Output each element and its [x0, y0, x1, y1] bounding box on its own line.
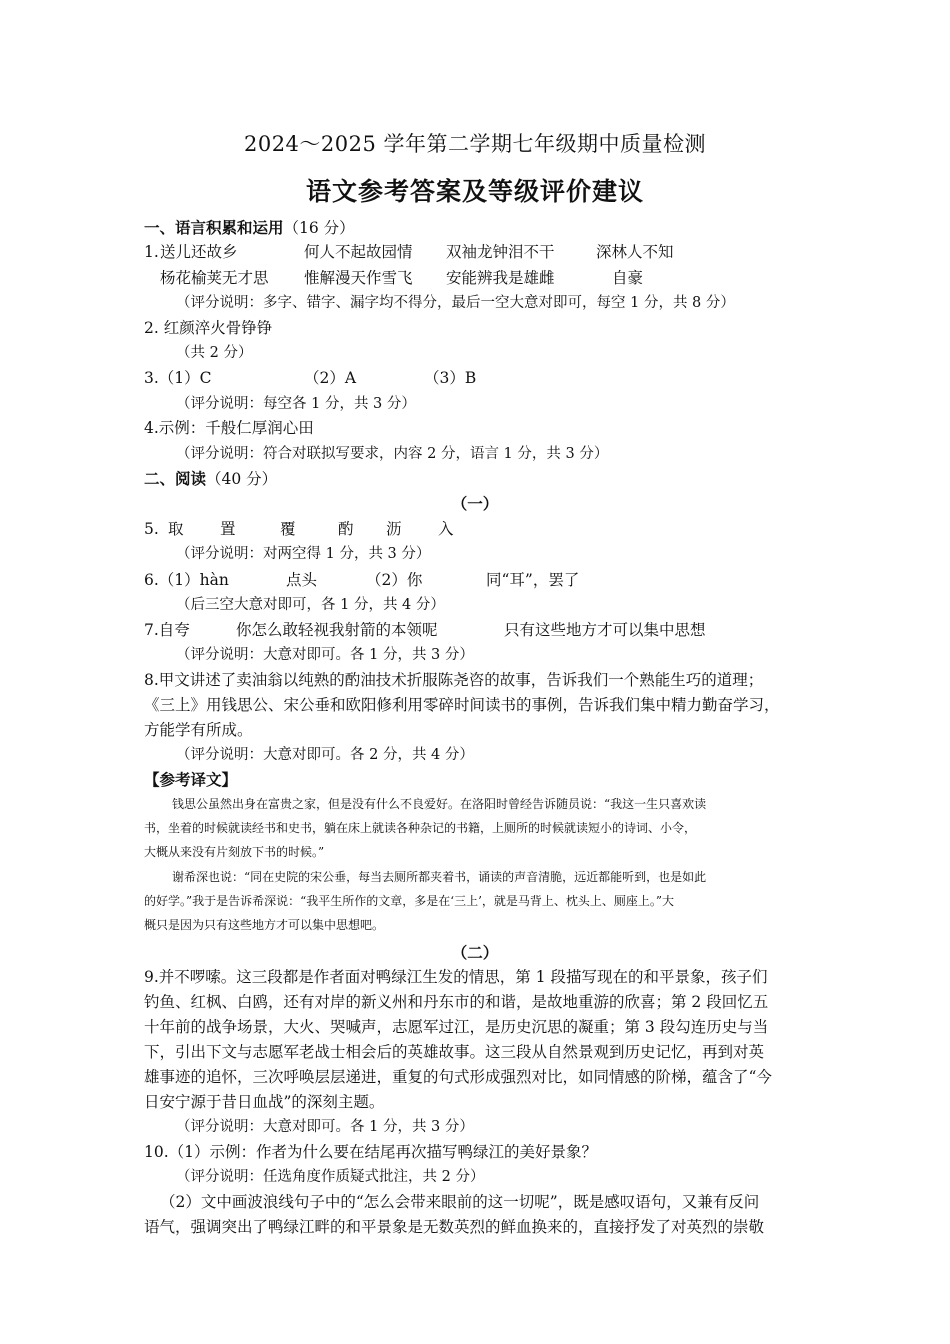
q9-answer-line: 钓鱼、红枫、白鸥，还有对岸的新义州和丹东市的和谐，是故地重游的欣喜；第 2 段回忆五	[144, 993, 769, 1011]
page-subtitle: 语文参考答案及等级评价建议	[305, 177, 644, 206]
q1-answer: 何人不起故园情	[304, 243, 413, 261]
q6-answer: （2）你	[366, 571, 423, 589]
q1-answer: 深林人不知	[596, 243, 674, 261]
q9-answer-line: 雄事迹的追怀，三次呼唤层层递进，重复的句式形成强烈对比，如同情感的阶梯，蕴含了“今	[144, 1068, 772, 1086]
q10-part2-answer-line: 语气，强调突出了鸭绿江畔的和平景象是无数英烈的鲜血换来的，直接抒发了对英烈的崇敬	[144, 1218, 765, 1236]
translation-line: 概只是因为只有这些地方才可以集中思想吧。	[144, 918, 385, 932]
q6-scoring-note: （后三空大意对即可，各 1 分，共 4 分）	[176, 597, 445, 613]
q5-number: 5.	[144, 520, 159, 538]
q10-part2-answer-line: （2）文中画波浪线句子中的“怎么会带来眼前的这一切呢”，既是感叹语句，又兼有反问	[160, 1193, 760, 1211]
q4-answer: 4.示例：千般仁厚润心田	[144, 419, 314, 437]
q1-answer: 杨花榆荚无才思	[160, 269, 269, 287]
q5-scoring-note: （评分说明：对两空得 1 分，共 3 分）	[176, 546, 431, 562]
q5-answer: 覆	[280, 520, 296, 538]
q5-answer: 置	[220, 520, 236, 538]
q7-answer: 7.自夸	[144, 621, 190, 639]
q2-scoring-note: （共 2 分）	[176, 345, 253, 361]
q9-answer-line: 下，引出下文与志愿军老战士相会后的英雄故事。这三段从自然景观到历史记忆，再到对英	[144, 1043, 765, 1061]
q9-scoring-note: （评分说明：大意对即可。各 1 分，共 3 分）	[176, 1119, 474, 1135]
q8-answer-line: 《三上》用钱思公、宋公垂和欧阳修利用零碎时间读书的事例，告诉我们集中精力勤奋学习，	[144, 696, 780, 714]
q1-number: 1.	[144, 243, 159, 261]
translation-line: 的好学。”我于是告诉希深说：“我平生所作的文章，多是在‘三上’，就是马背上、枕头上、厕座上。”大	[144, 894, 675, 908]
page-title: 2024～2025 学年第二学期七年级期中质量检测	[243, 132, 707, 156]
q1-answer: 自豪	[612, 269, 644, 287]
q6-answer: 同“耳”，罢了	[486, 571, 580, 589]
q7-answer: 你怎么敢轻视我射箭的本领呢	[236, 621, 438, 639]
section-1-label: 一、语言积累和运用	[144, 218, 284, 237]
section-2-score: （40 分）	[206, 470, 278, 488]
q5-answer: 沥	[386, 520, 402, 538]
q5-answer: 酌	[338, 520, 354, 538]
q1-answer: 送儿还故乡	[160, 243, 238, 261]
q5-answer: 取	[168, 520, 184, 538]
translation-line: 大概从来没有片刻放下书的时候。”	[144, 845, 325, 859]
q3-answer: （3）B	[424, 369, 477, 387]
q3-answer: （2）A	[304, 369, 357, 387]
translation-line: 钱思公虽然出身在富贵之家，但是没有什么不良爱好。在洛阳时曾经告诉随员说：“我这一生只喜欢读	[172, 797, 707, 811]
section-2-label: 二、阅读	[144, 469, 207, 488]
q7-scoring-note: （评分说明：大意对即可。各 1 分，共 3 分）	[176, 647, 474, 663]
q3-answer: 3.（1）C	[144, 369, 212, 387]
q8-answer-line: 方能学有所成。	[144, 721, 253, 739]
translation-heading: 【参考译文】	[144, 770, 238, 789]
q1-answer: 惟解漫天作雪飞	[304, 269, 413, 287]
section-1-score: （16 分）	[283, 219, 355, 237]
part-1-heading: （一）	[451, 494, 499, 513]
q3-scoring-note: （评分说明：每空各 1 分，共 3 分）	[176, 396, 416, 412]
section-1-heading	[144, 218, 355, 238]
translation-line: 谢希深也说：“同在史院的宋公垂，每当去厕所都夹着书，诵读的声音清脆，远近都能听到，也是如此	[172, 870, 707, 884]
q8-scoring-note: （评分说明：大意对即可。各 2 分，共 4 分）	[176, 747, 474, 763]
q9-answer-line: 9.并不啰嗦。这三段都是作者面对鸭绿江生发的情思，第 1 段描写现在的和平景象，孩子们	[144, 968, 768, 986]
q6-answer: 6.（1）hàn	[144, 571, 229, 589]
q8-answer-line: 8.甲文讲述了卖油翁以纯熟的酌油技术折服陈尧咨的故事，告诉我们一个熟能生巧的道理；	[144, 671, 764, 689]
section-2-heading	[144, 469, 277, 489]
part-2-heading: （二）	[451, 943, 499, 962]
q1-scoring-note: （评分说明：多字、错字、漏字均不得分，最后一空大意对即可，每空 1 分，共 8 分）	[176, 295, 735, 311]
q7-answer: 只有这些地方才可以集中思想	[504, 621, 706, 639]
q9-answer-line: 日安宁源于昔日血战”的深刻主题。	[144, 1093, 385, 1111]
translation-line: 书，坐着的时候就读经书和史书，躺在床上就读各种杂记的书籍，上厕所的时候就读短小的诗词、小令，	[144, 821, 697, 835]
q5-answer: 入	[438, 520, 454, 538]
q6-answer: 点头	[286, 571, 318, 589]
q10-scoring-note: （评分说明：任选角度作质疑式批注，共 2 分）	[176, 1169, 485, 1185]
q10-part1-answer: 10.（1）示例：作者为什么要在结尾再次描写鸭绿江的美好景象？	[144, 1143, 598, 1161]
q1-answer: 安能辨我是雄雌	[446, 269, 555, 287]
q4-scoring-note: （评分说明：符合对联拟写要求，内容 2 分，语言 1 分，共 3 分）	[176, 446, 609, 462]
q2-answer: 2. 红颜淬火骨铮铮	[144, 319, 273, 337]
q1-answer: 双袖龙钟泪不干	[446, 243, 555, 261]
q9-answer-line: 十年前的战争场景，大火、哭喊声，志愿军过江，是历史沉思的凝重；第 3 段勾连历史与当	[144, 1018, 769, 1036]
